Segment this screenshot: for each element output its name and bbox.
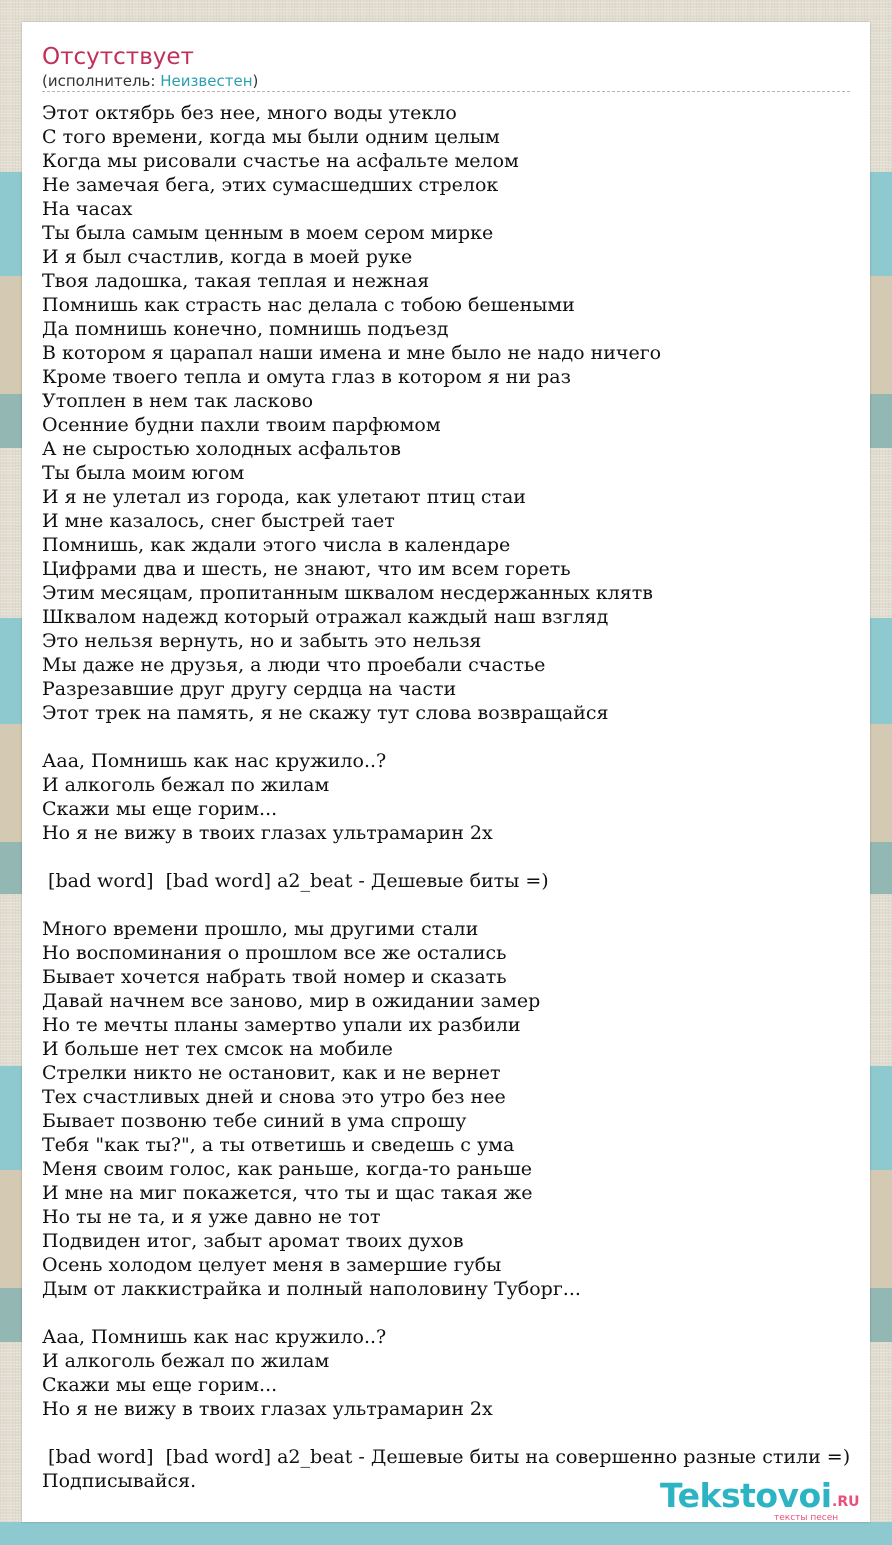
lyric-line: И алкоголь бежал по жилам — [42, 774, 330, 796]
lyric-line: Подписывайся. — [42, 1470, 197, 1492]
lyric-line: Мы даже не друзья, а люди что проебали счастье — [42, 654, 546, 676]
lyrics-text — [42, 101, 892, 1493]
lyric-line: Ааа, Помнишь как нас кружило..? — [42, 1326, 387, 1348]
lyric-line: Бывает позвоню тебе синий в ума спрошу — [42, 1110, 467, 1132]
lyric-line: Ааа, Помнишь как нас кружило..? — [42, 750, 387, 772]
lyric-line: Тех счастливых дней и снова это утро без нее — [42, 1086, 506, 1108]
artist-suffix: ) — [252, 72, 259, 90]
lyric-line: Но те мечты планы замертво упали их разбили — [42, 1014, 521, 1036]
lyric-line: И больше нет тех смсок на мобиле — [42, 1038, 393, 1060]
lyric-line: И я был счастлив, когда в моей руке — [42, 246, 413, 268]
artist-line — [42, 71, 258, 91]
lyric-line: Не замечая бега, этих сумасшедших стрелок — [42, 174, 499, 196]
lyric-line: Скажи мы еще горим... — [42, 798, 278, 820]
lyric-line: Помнишь как страсть нас делала с тобою бешеными — [42, 294, 575, 316]
lyric-line — [42, 725, 892, 749]
lyric-line: Кроме твоего тепла и омута глаз в котором я ни раз — [42, 366, 571, 388]
logo-tagline: тексты песен — [774, 1513, 839, 1523]
lyric-line: А не сыростью холодных асфальтов — [42, 438, 401, 460]
lyric-line: Да помнишь конечно, помнишь подъезд — [42, 318, 449, 340]
lyric-line: Разрезавшие друг другу сердца на части — [42, 678, 457, 700]
lyric-line: Это нельзя вернуть, но и забыть это нельзя — [42, 630, 482, 652]
lyric-line: Меня своим голос, как раньше, когда-то раньше — [42, 1158, 532, 1180]
lyric-line: Осень холодом целует меня в замершие губы — [42, 1254, 502, 1276]
lyric-line: [bad word] [bad word] a2_beat - Дешевые биты =) — [42, 870, 549, 892]
lyric-line: И мне казалось, снег быстрей тает — [42, 510, 395, 532]
lyric-line: Но я не вижу в твоих глазах ультрамарин 2х — [42, 822, 493, 844]
lyric-line: Этот трек на память, я не скажу тут слова возвращайся — [42, 702, 609, 724]
lyric-line: Когда мы рисовали счастье на асфальте мелом — [42, 150, 519, 172]
lyric-line: Осенние будни пахли твоим парфюмом — [42, 414, 441, 436]
lyric-line: Утоплен в нем так ласково — [42, 390, 314, 412]
lyric-line — [42, 1421, 892, 1445]
lyric-line: Тебя "как ты?", а ты ответишь и сведешь с ума — [42, 1134, 515, 1156]
lyric-line: Ты была самым ценным в моем сером мирке — [42, 222, 494, 244]
logo-wordmark: Tekstovoi — [660, 1476, 832, 1515]
lyric-line: Но ты не та, и я уже давно не тот — [42, 1206, 381, 1228]
lyric-line: Помнишь, как ждали этого числа в календаре — [42, 534, 511, 556]
logo-tld: .RU — [832, 1494, 860, 1510]
lyric-line: Много времени прошло, мы другими стали — [42, 918, 479, 940]
lyric-line: Давай начнем все заново, мир в ожидании замер — [42, 990, 541, 1012]
lyrics-page — [22, 22, 870, 1522]
lyric-line: Твоя ладошка, такая теплая и нежная — [42, 270, 430, 292]
site-logo[interactable] — [660, 1477, 870, 1523]
lyric-line: Ты была моим югом — [42, 462, 245, 484]
lyric-line: И алкоголь бежал по жилам — [42, 1350, 330, 1372]
lyric-line: В котором я царапал наши имена и мне было не надо ничего — [42, 342, 662, 364]
lyric-line — [42, 1301, 892, 1325]
title-divider — [42, 91, 850, 92]
lyric-line: На часах — [42, 198, 133, 220]
lyric-line: Подвиден итог, забыт аромат твоих духов — [42, 1230, 464, 1252]
lyric-line: [bad word] [bad word] a2_beat - Дешевые биты на совершенно разные стили =) — [42, 1446, 851, 1468]
lyric-line: Этим месяцам, пропитанным шквалом несдержанных клятв — [42, 582, 653, 604]
artist-link[interactable]: Неизвестен — [160, 72, 253, 90]
song-title: Отсутствует — [42, 44, 194, 70]
artist-prefix: (исполнитель: — [42, 72, 161, 90]
lyric-line — [42, 845, 892, 869]
lyric-line: Стрелки никто не остановит, как и не вернет — [42, 1062, 501, 1084]
lyric-line — [42, 893, 892, 917]
lyric-line: Шквалом надежд который отражал каждый наш взгляд — [42, 606, 609, 628]
lyric-line: Дым от лаккистрайка и полный наполовину Туборг... — [42, 1278, 581, 1300]
lyric-line: Цифрами два и шесть, не знают, что им всем гореть — [42, 558, 571, 580]
lyric-line: Но воспоминания о прошлом все же остались — [42, 942, 507, 964]
background-stripe — [0, 1522, 892, 1545]
lyric-line: И я не улетал из города, как улетают птиц стаи — [42, 486, 526, 508]
lyric-line: Этот октябрь без нее, много воды утекло — [42, 102, 457, 124]
lyric-line: Скажи мы еще горим... — [42, 1374, 278, 1396]
lyric-line: Бывает хочется набрать твой номер и сказать — [42, 966, 507, 988]
lyric-line: С того времени, когда мы были одним целым — [42, 126, 500, 148]
lyric-line: И мне на миг покажется, что ты и щас такая же — [42, 1182, 533, 1204]
lyric-line: Но я не вижу в твоих глазах ультрамарин 2х — [42, 1398, 493, 1420]
